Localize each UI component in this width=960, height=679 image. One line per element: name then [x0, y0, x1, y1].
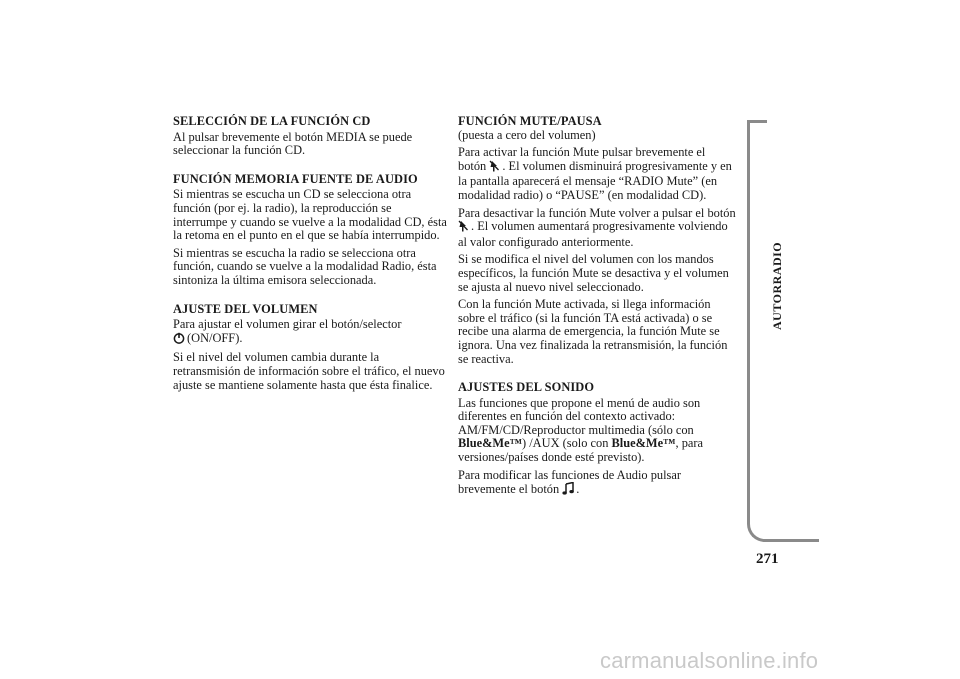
sound-text-1a: Las funciones que propone el menú de audio son diferentes en función del contexto activado: AM/FM/CD/Reproductor multimedia (sólo con — [458, 395, 701, 437]
volume-text-2: Si el nivel del volumen cambia durante la retransmisión de información sobre el tráfico, el nuevo ajuste se mantiene solamente hasta que ésta finalice. — [173, 350, 445, 392]
mute-heading: FUNCIÓN MUTE/PAUSA — [458, 114, 602, 128]
mute-icon — [458, 220, 469, 236]
sound-text-2b: . — [576, 482, 580, 497]
mute-text-4: Con la función Mute activada, si llega información sobre el tráfico (si la función TA está activada) o se recibe una alarma de emergencia, la función Mute se ignora. Una vez finalizada la retransmisión, la función se reactiva. — [458, 297, 728, 366]
volume-text-1 — [173, 318, 448, 347]
left-column — [173, 115, 448, 396]
right-column — [458, 115, 736, 503]
mute-text-2b: . El volumen aumentará progresivamente volviendo al valor configurado anteriormente. — [458, 219, 728, 249]
sound-text-1 — [458, 397, 736, 465]
memory-function-heading: FUNCIÓN MEMORIA FUENTE DE AUDIO — [173, 171, 418, 186]
mute-text-1a: Para activar la función Mute pulsar brevemente el botón — [458, 145, 706, 173]
mute-text-2a: Para desactivar la función Mute volver a pulsar el botón — [458, 205, 736, 220]
blue-me-brand-2: Blue&Me™ — [611, 436, 676, 451]
mute-text-1b: . El volumen disminuirá progresivamente y en la pantalla aparecerá el mensaje “RADIO Mute” (en modalidad radio) o “PAUSE” (en modalidad CD). — [458, 158, 732, 202]
cd-function-text: Al pulsar brevemente el botón MEDIA se puede seleccionar la función CD. — [173, 129, 413, 158]
sound-text-2a: Para modificar las funciones de Audio pulsar brevemente el botón — [458, 467, 681, 497]
watermark: carmanualsonline.info — [600, 648, 819, 673]
music-note-icon — [562, 482, 574, 499]
mute-subheading: (puesta a cero del volumen) — [458, 127, 596, 142]
sound-text-1e: , para versiones/países donde esté previsto). — [458, 436, 704, 465]
memory-function-text-1: Si mientras se escucha un CD se selecciona otra función (por ej. la radio), la reproducción se interrumpe y cuando se vuelve a la modalidad CD, ésta la retoma en el punto en el que se había interrumpido. — [173, 187, 447, 243]
section-label: AUTORRADIO — [770, 241, 784, 330]
memory-function-text-2: Si mientras se escucha la radio se selecciona otra función, cuando se vuelve a la modalidad Radio, ésta sintoniza la última emisora seleccionada. — [173, 245, 437, 287]
section-tab-frame — [747, 120, 819, 542]
mute-text-1 — [458, 146, 736, 202]
volume-text-1a: Para ajustar el volumen girar el botón/selector — [173, 317, 402, 332]
page-number: 271 — [756, 551, 779, 567]
power-knob-icon — [173, 332, 185, 348]
mute-text-2 — [458, 207, 736, 250]
cd-function-heading: SELECCIÓN DE LA FUNCIÓN CD — [173, 114, 371, 128]
blue-me-brand-1: Blue&Me™ — [458, 436, 523, 451]
sound-text-2 — [458, 469, 736, 499]
volume-text-1b: (ON/OFF). — [187, 330, 243, 345]
sound-settings-heading: AJUSTES DEL SONIDO — [458, 380, 595, 395]
mute-text-3: Si se modifica el nivel del volumen con los mandos específicos, la función Mute se desactiva y el volumen se ajusta al nuevo nivel seleccionado. — [458, 252, 729, 294]
mute-icon — [489, 160, 500, 176]
sound-text-1c: ) /AUX (solo con — [522, 436, 609, 451]
volume-heading: AJUSTE DEL VOLUMEN — [173, 301, 318, 316]
